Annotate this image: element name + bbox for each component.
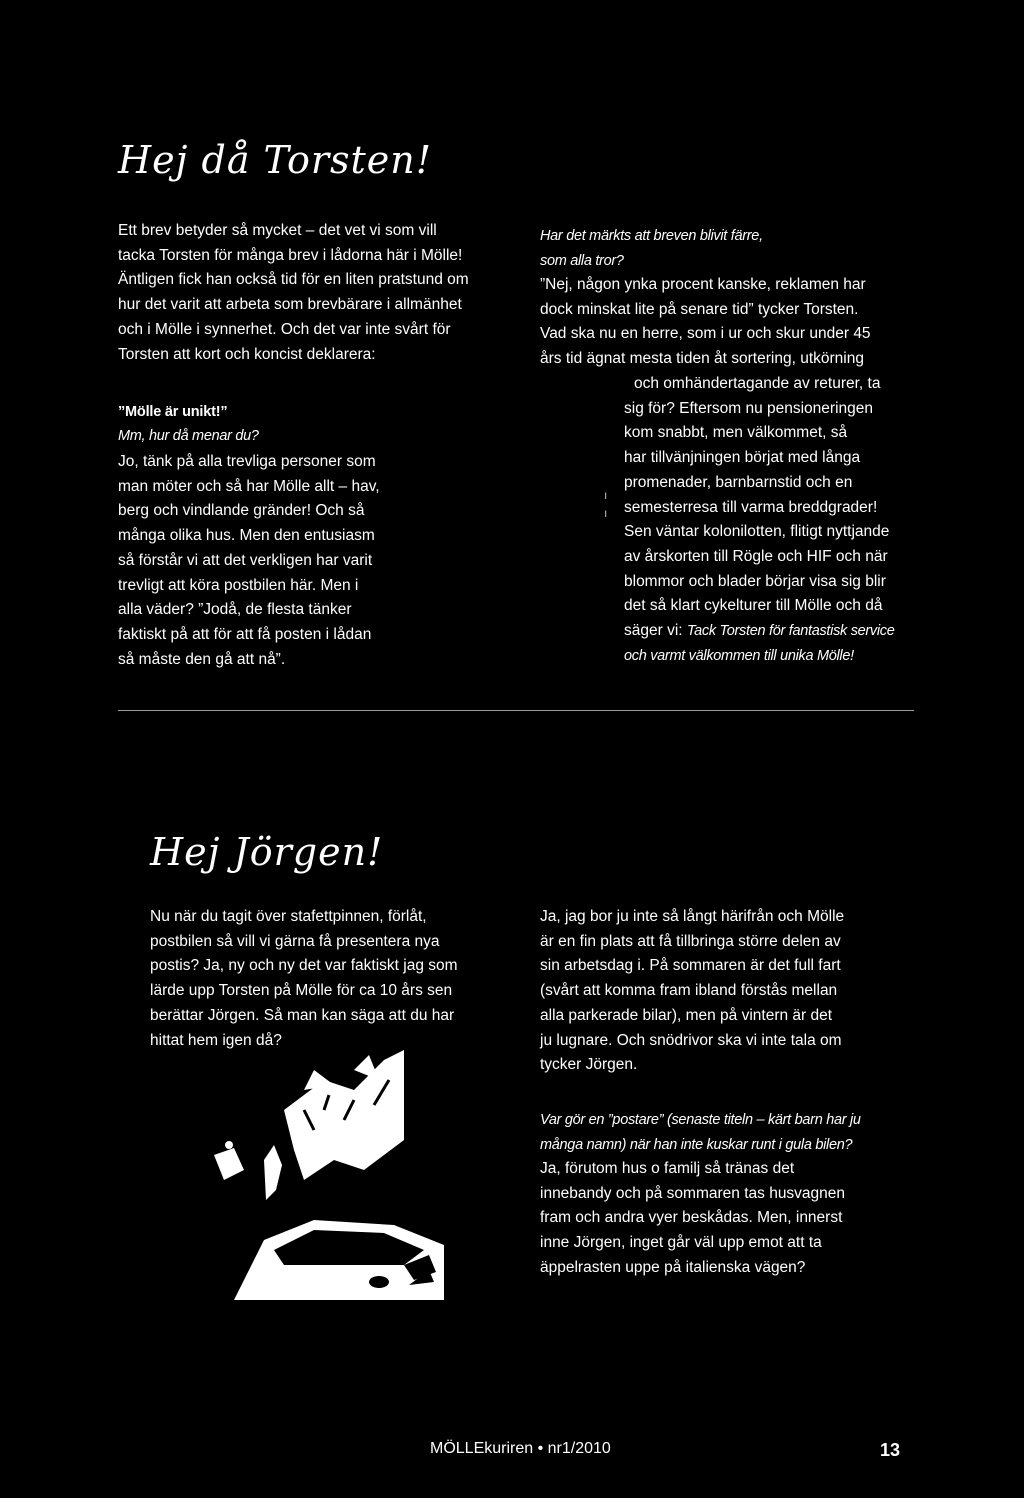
text-line: års tid ägnat mesta tiden åt sortering, utkörning — [540, 350, 864, 368]
text-line: lärde upp Torsten på Mölle för ca 10 års sen — [150, 982, 453, 1000]
text-line: Nu när du tagit över stafettpinnen, förlåt, — [150, 908, 427, 925]
article2-answer — [540, 1157, 845, 1281]
article1-intro — [118, 219, 469, 367]
text-line: tycker Jörgen. — [540, 1056, 638, 1074]
text-line: sig för? Eftersom nu pensioneringen — [624, 399, 874, 417]
page-number: 13 — [880, 1440, 901, 1460]
text-line: kom snabbt, men välkommet, så — [624, 424, 848, 442]
text-line: alla parkerade bilar), men på vintern är det — [540, 1006, 833, 1024]
text-line: äppelrasten uppe på italienska vägen? — [540, 1258, 806, 1276]
text-line: Torsten att kort och koncist deklarera: — [118, 345, 376, 363]
text-line: av årskorten till Rögle och HIF och när — [624, 547, 888, 565]
text-line: dock minskat lite på senare tid” tycker Torsten. — [540, 300, 859, 318]
text-line: Ett brev betyder så mycket – det vet vi som vill — [118, 222, 437, 239]
text-line: många olika hus. Men den entusiasm — [118, 527, 375, 545]
text-line: som alla tror? — [540, 252, 624, 269]
text-line: fram och andra vyer beskådas. Men, innerst — [540, 1209, 843, 1227]
text-line: har tillvänjningen börjat med långa — [624, 449, 861, 467]
article1-question2 — [540, 224, 763, 273]
text-line: trevligt att köra postbilen här. Men i — [118, 576, 359, 594]
text-line: semesterresa till varma breddgrader! — [624, 498, 878, 516]
text-line: och varmt välkommen till unika Mölle! — [624, 647, 854, 664]
article1-question1: Mm, hur då menar du? — [118, 428, 259, 444]
text-line: många namn) när han inte kuskar runt i gula bilen? — [540, 1136, 853, 1153]
text-line: Äntligen fick han också tid för en liten pratstund om — [118, 271, 469, 289]
text-line: Var gör en ”postare” (senaste titeln – kärt barn har ju — [540, 1112, 861, 1128]
text-line: innebandy och på sommaren tas husvagnen — [540, 1184, 846, 1202]
article2-intro — [150, 905, 458, 1053]
article2-right-answer — [540, 905, 844, 1078]
text-line: faktiskt på att för att få posten i lådan — [118, 625, 372, 643]
text-line: postbilen så vill vi gärna få presentera nya — [150, 932, 440, 950]
text-line: inne Jörgen, inget går väl upp emot att ta — [540, 1234, 822, 1252]
article2-title: Hej Jörgen! — [150, 830, 384, 874]
text-line: berg och vindlande gränder! Och så — [118, 502, 365, 520]
closing-italic: Tack Torsten för fantastisk service — [686, 623, 895, 640]
text-line: så förstår vi att det verkligen har varit — [118, 551, 373, 569]
text-line: Ja, jag bor ju inte så långt härifrån och Mölle — [540, 908, 845, 925]
article2-question — [540, 1108, 861, 1157]
text-line: Har det märkts att breven blivit färre, — [540, 228, 763, 244]
article1-answer2 — [540, 273, 871, 372]
article1-answer2-indented — [624, 372, 895, 668]
text-line: Ja, förutom hus o familj så tränas det — [540, 1160, 795, 1177]
text-line: hur det varit att arbeta som brevbärare i allmänhet — [118, 296, 462, 314]
publication-footer: MÖLLEkuriren • nr1/2010 — [430, 1440, 611, 1457]
text-line: hittat hem igen då? — [150, 1031, 282, 1049]
article1-title: Hej då Torsten! — [118, 138, 432, 182]
text-line: tacka Torsten för många brev i lådorna här i Mölle! — [118, 246, 463, 264]
article1-answer1 — [118, 450, 380, 672]
postal-car-photo — [204, 1050, 444, 1300]
article1-quote: ”Mölle är unikt!” — [118, 404, 228, 420]
text-line: alla väder? ”Jodå, de flesta tänker — [118, 601, 352, 619]
text-line: och omhändertagande av returer, ta — [634, 375, 881, 392]
text-line: Sen väntar kolonilotten, flitigt nyttjande — [624, 523, 890, 541]
margin-mark: ı — [604, 506, 608, 520]
text-line: ju lugnare. Och snödrivor ska vi inte tala om — [540, 1031, 842, 1049]
text-line: det så klart cykelturer till Mölle och då — [624, 597, 883, 615]
text-line: Jo, tänk på alla trevliga personer som — [118, 453, 376, 470]
closing-prefix: säger vi: — [624, 622, 687, 640]
text-line: berättar Jörgen. Så man kan säga att du har — [150, 1006, 455, 1024]
section-divider — [118, 710, 914, 711]
text-line: (svårt att komma fram ibland förstås mellan — [540, 982, 838, 1000]
text-line: och i Mölle i synnerhet. Och det var inte svårt för — [118, 320, 451, 338]
text-line — [624, 619, 895, 644]
text-line: man möter och så har Mölle allt – hav, — [118, 477, 380, 495]
margin-mark: ı — [604, 488, 608, 502]
text-line: sin arbetsdag i. På sommaren är det full fart — [540, 957, 841, 975]
text-line: ”Nej, någon ynka procent kanske, reklamen har — [540, 276, 866, 293]
text-line: promenader, barnbarnstid och en — [624, 473, 853, 491]
text-line: är en fin plats att få tillbringa större delen av — [540, 932, 841, 950]
text-line: Vad ska nu en herre, som i ur och skur under 45 — [540, 325, 871, 343]
text-line: blommor och blader börjar visa sig blir — [624, 572, 886, 590]
text-line: så måste den gå att nå”. — [118, 650, 286, 668]
text-line: postis? Ja, ny och ny det var faktiskt jag som — [150, 957, 458, 975]
